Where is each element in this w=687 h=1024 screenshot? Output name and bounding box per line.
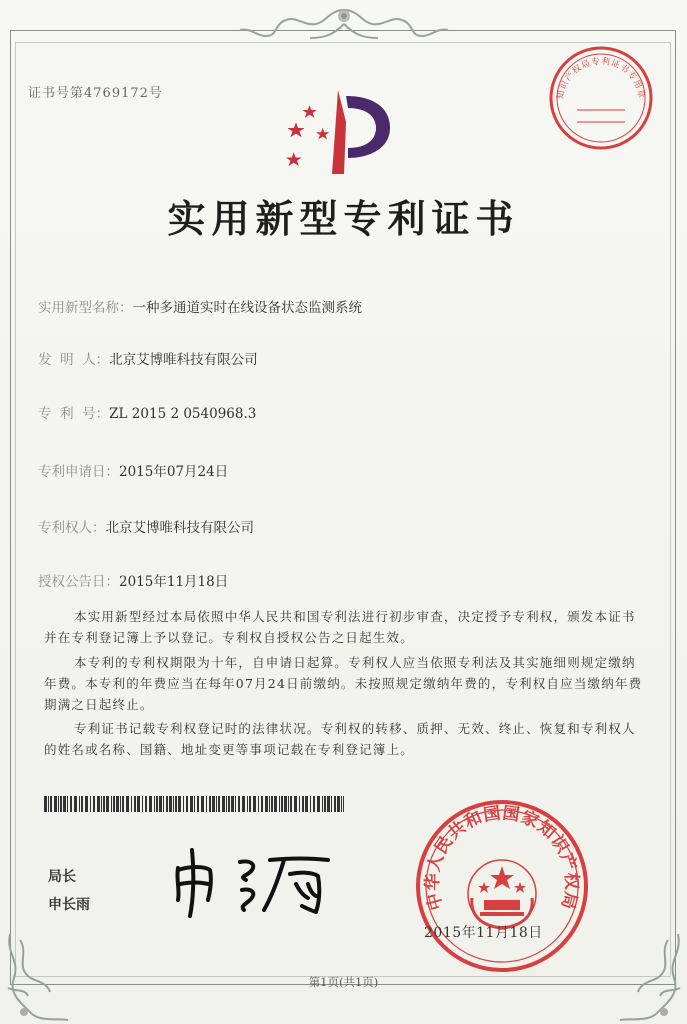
- grant-date-row: [38, 570, 228, 590]
- utility-model-name-value: 一种多通道实时在线设备状态监测系统: [132, 300, 362, 316]
- cnipa-seal: [414, 798, 590, 974]
- patent-holder-value: 北京艾博唯科技有限公司: [105, 520, 254, 536]
- cnipa-logo: [282, 86, 402, 178]
- body-paragraph-2: 本专利的专利权期限为十年，自申请日起算。专利权人应当依照专利法及其实施细则规定缴纳年费。本专利的年费应当在每年07月24日前缴纳。未按照规定缴纳年费的，专利权自应当缴纳年费期满之日起终止。: [44, 655, 643, 712]
- barcode: [44, 796, 344, 812]
- patent-number-row: [38, 402, 256, 422]
- page-number: 第1页(共1页): [308, 975, 379, 989]
- inventor-label: 发 明 人：: [38, 352, 110, 368]
- patent-number-label: 专 利 号：: [38, 406, 110, 422]
- grant-signoff-date: 2015年11月18日: [424, 925, 543, 941]
- filing-date-value: 2015年07月24日: [119, 464, 229, 480]
- utility-model-name-row: [38, 296, 362, 316]
- patent-number-value: ZL 2015 2 0540968.3: [109, 406, 257, 422]
- certificate-title: 实用新型专利证书: [167, 196, 520, 241]
- small-seal: [547, 44, 655, 152]
- utility-model-name-label: 实用新型名称：: [38, 300, 133, 316]
- patent-holder-label: 专利权人：: [38, 520, 106, 536]
- top-ornament: [230, 4, 458, 48]
- inventor-row: [38, 348, 258, 368]
- certificate-number: 证书号第4769172号: [28, 86, 163, 101]
- commissioner-name: 申长雨: [48, 897, 90, 913]
- body-paragraph-3: 专利证书记载专利权登记时的法律状况。专利权的转移、质押、无效、终止、恢复和专利权人的姓名或名称、国籍、地址变更等事项记载在专利登记簿上。: [44, 721, 636, 757]
- grant-date-value: 2015年11月18日: [119, 574, 229, 590]
- filing-date-row: [38, 460, 228, 480]
- grant-date-label: 授权公告日：: [38, 574, 119, 590]
- commissioner-title: 局长: [48, 869, 76, 885]
- filing-date-label: 专利申请日：: [38, 464, 119, 480]
- svg-text:中华人民共和国国家知识产权局: 中华人民共和国国家知识产权局: [422, 803, 582, 913]
- body-paragraph-1: 本实用新型经过本局依照中华人民共和国专利法进行初步审查，决定授予专利权，颁发本证书并在专利登记簿上予以登记。专利权自授权公告之日起生效。: [44, 609, 636, 645]
- svg-text:知识产权局专利证书专用章: 知识产权局专利证书专用章: [555, 56, 647, 101]
- inventor-value: 北京艾博唯科技有限公司: [109, 352, 258, 368]
- patent-holder-row: [38, 516, 254, 536]
- commissioner-signature: [160, 840, 345, 918]
